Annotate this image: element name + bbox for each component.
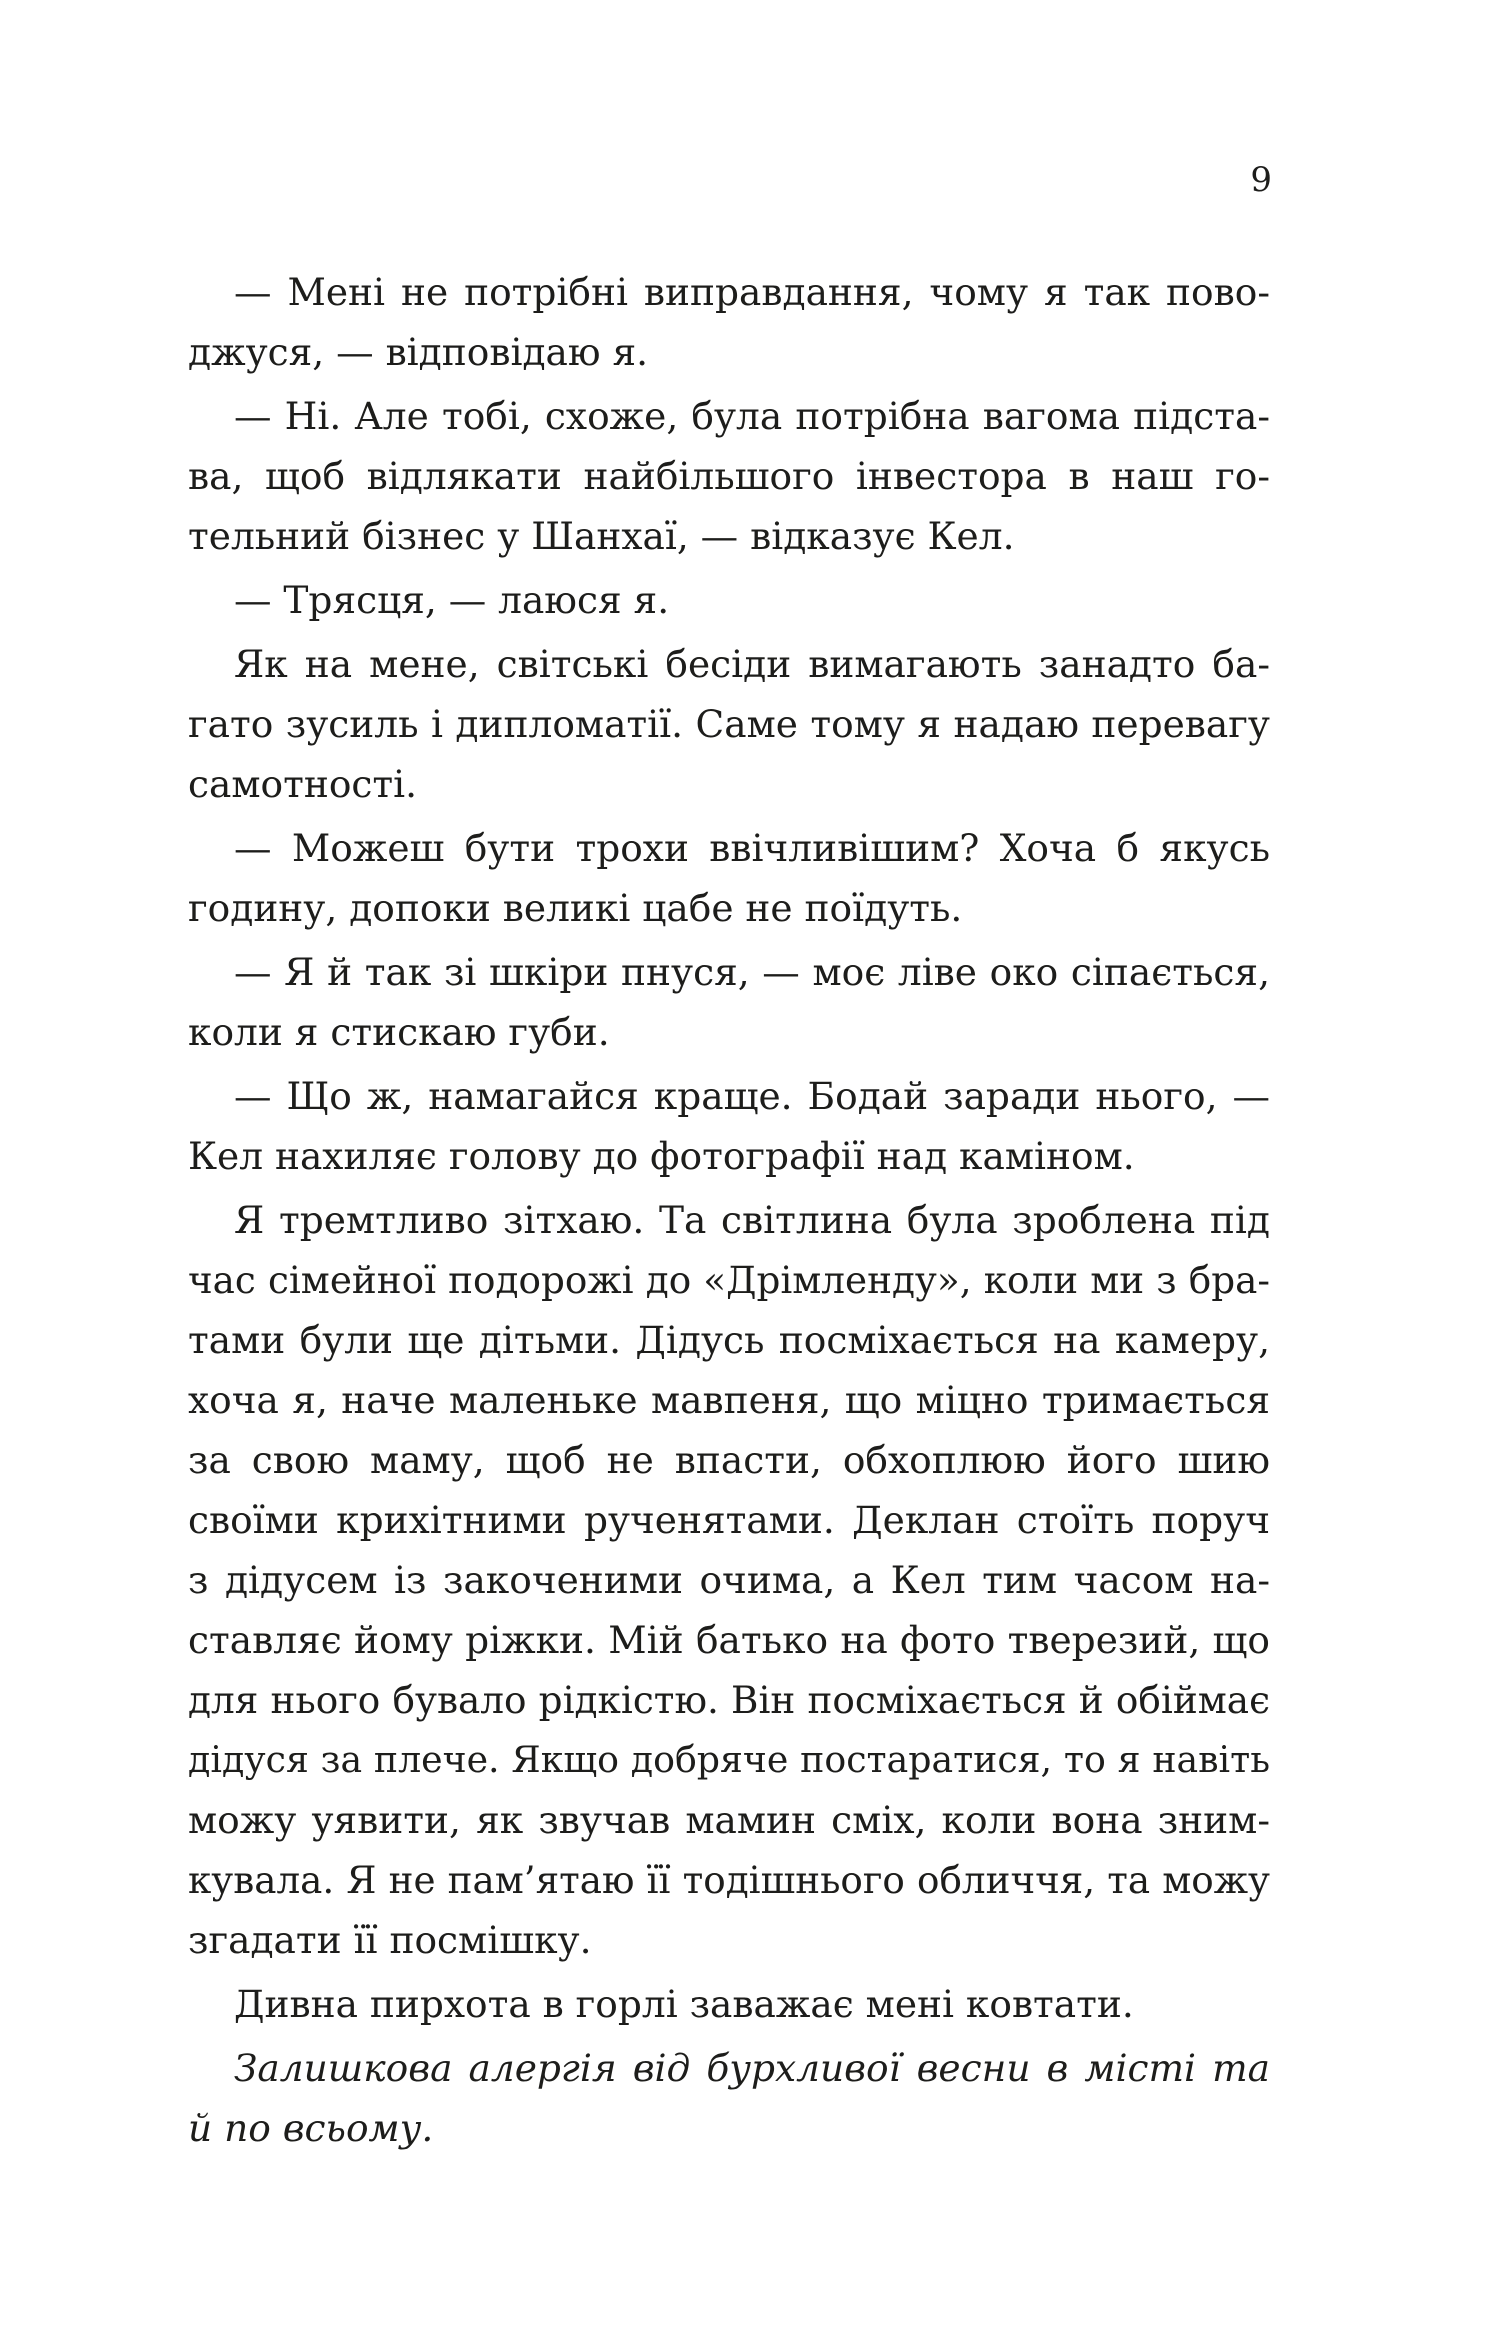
text-line: для нього бувало рідкістю. Він посміхається й обіймає: [188, 1678, 1270, 1722]
text-line: й по всьому.: [188, 2106, 434, 2150]
text-line: Дивна пирхота в горлі заважає мені ковтати.: [234, 1982, 1134, 2026]
text-line: — Мені не потрібні виправдання, чому я так пово-: [234, 270, 1270, 314]
text-line: — Можеш бути трохи ввічливішим? Хоча б якусь: [234, 826, 1270, 870]
text-line: час сімейної подорожі до «Дрімленду», коли ми з бра-: [188, 1258, 1270, 1302]
text-line: ва, щоб відлякати найбільшого інвестора в наш го-: [188, 454, 1270, 498]
text-line: — Я й так зі шкіри пнуся, — моє ліве око сіпається,: [234, 950, 1270, 994]
text-line: Я тремтливо зітхаю. Та світлина була зроблена під: [234, 1198, 1270, 1242]
text-line: годину, допоки великі цабе не поїдуть.: [188, 886, 963, 930]
text-line: своїми крихітними рученятами. Деклан стоїть поруч: [188, 1498, 1270, 1542]
text-line: хоча я, наче маленьке мавпеня, що міцно тримається: [188, 1378, 1270, 1422]
text-line: Залишкова алергія від бурхливої весни в місті та: [234, 2046, 1270, 2090]
text-line: гато зусиль і дипломатії. Саме тому я надаю перевагу: [188, 702, 1270, 746]
text-line: — Що ж, намагайся краще. Бодай заради нього, —: [234, 1074, 1270, 1118]
text-line: — Ні. Але тобі, схоже, була потрібна вагома підста-: [234, 394, 1270, 438]
page-number: 9: [1250, 160, 1272, 200]
text-line: згадати її посмішку.: [188, 1918, 592, 1962]
text-line: тами були ще дітьми. Дідусь посміхається на камеру,: [188, 1318, 1270, 1362]
text-line: дідуся за плече. Якщо добряче постаратися, то я навіть: [188, 1738, 1270, 1781]
text-line: можу уявити, як звучав мамин сміх, коли вона зним-: [188, 1798, 1270, 1842]
text-line: кувала. Я не пам’ятаю її тодішнього обличчя, та можу: [188, 1858, 1270, 1902]
text-line: — Трясця, — лаюся я.: [234, 578, 670, 622]
body-text: [188, 262, 1270, 2158]
text-line: тельний бізнес у Шанхаї, — відказує Кел.: [188, 514, 1015, 558]
text-line: Як на мене, світські бесіди вимагають занадто ба-: [234, 642, 1270, 686]
text-line: ставляє йому ріжки. Мій батько на фото тверезий, що: [188, 1618, 1270, 1662]
text-line: з дідусем із закоченими очима, а Кел тим часом на-: [188, 1558, 1270, 1602]
text-line: джуся, — відповідаю я.: [188, 330, 649, 374]
text-line: коли я стискаю губи.: [188, 1010, 610, 1054]
text-line: Кел нахиляє голову до фотографії над каміном.: [188, 1134, 1135, 1178]
text-line: самотності.: [188, 762, 418, 806]
text-line: за свою маму, щоб не впасти, обхоплюю його шию: [188, 1438, 1270, 1482]
